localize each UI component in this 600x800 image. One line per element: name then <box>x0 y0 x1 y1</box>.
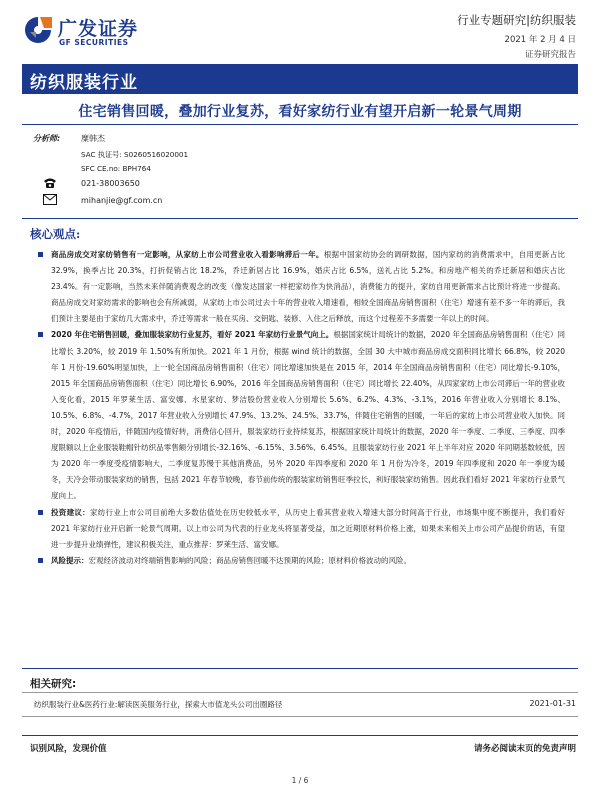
divider <box>22 692 578 693</box>
analyst-block <box>33 133 333 213</box>
analyst-email[interactable]: mihanjie@gf.com.cn <box>81 196 163 205</box>
list-item <box>35 247 565 327</box>
core-views-heading: 核心观点: <box>30 227 81 241</box>
footer-slogan: 识别风险，发现价值 <box>30 744 107 754</box>
divider <box>22 124 578 125</box>
point-text: 宏观经济波动对终端销售影响的风险；商品房销售回暖不达预期的风险；原材料价格波动的风险。 <box>88 555 411 565</box>
report-date: 2021 年 2 月 4 日 <box>504 35 576 45</box>
report-category: 行业专题研究|纺织服装 <box>457 13 576 27</box>
point-lead: 商品房成交对家纺销售有一定影响，从家纺上市公司营业收入看影响滞后一年。 <box>51 250 324 259</box>
analyst-name: 糜韩杰 <box>81 134 105 143</box>
page-number: 1 / 6 <box>291 776 309 785</box>
core-views <box>35 247 565 569</box>
point-lead: 2020 年住宅销售回暖，叠加服装家纺行业复苏，看好 2021 年家纺行业景气向上。 <box>51 330 334 340</box>
point-text: 家纺行业上市公司目前绝大多数估值处在历史较低水平，从历史上看其营业收入增速大部分时间高于行业，市场集中度不断提升，我们看好 2021 年家纺行业开启新一轮景气周期。以上市公司为代表的行业龙头将显著受益，加之近期原材料价格上涨，如果未来相关上市公司产品提价的话，有望进一步提升业绩弹性，建议积极关注，重点推荐：罗莱生活、富安娜。 <box>51 507 566 549</box>
point-text: 根据国家统计局统计的数据，2020 年全国商品房销售面积（住宅）同比增长 3.20%，较 2019 年 1.50%有所加快。2021 年 1 月份，根据 wind 统计的数据，全国 30 大中城市商品房成交面积同比增长 66.8%，较 2020 年 1 月份-19.60%明显加快，上一轮全国商品房销售面积（住宅）同比增速加快是在 2015 年，2014 年全国商品房销售面积（住宅）同比增长-9.10%，2015 年全国商品房销售面积（住宅）同比增长 6.90%，2016 年全国商品房销售面积（住宅）同比增长 22.40%，从四家家纺上市公司滞后一年的营业收入变化看，2015 年罗莱生活、富安娜、水星家纺、梦洁股份营业收入分别增长 5.6%、6.2%、4.3%、-3.1%，2016 年营业收入分别增长 8.1%、10.5%、6.8%、-4.7%，2017 年营业收入分别增长 47.9%、13.2%、24.5%、33.7%，伴随住宅销售的回暖，一年后的家纺上市公司营业收入加快。同时，2020 年疫情后，伴随国内疫情好转，消费信心回升，服装家纺行业持续复苏，根据国家统计局统计的数据，2020 年一季度、二季度、三季度、四季度限额以上企业服装鞋帽针纺织品零售额分别增长-32.16%、-6.15%、3.56%、6.45%。且服装家纺行业 2021 年上半年对应 2020 年同期基数较低，因为 2020 年一季度受疫情影响大，二季度复苏慢于其他消费品，另外 2020 年四季度和 2020 年 1 月份为冷冬，2019 年四季度和 2020 年一季度为暖冬，天冷会带动服装家纺的销售，包括 2021 年春节较晚，春节前传统的服装家纺销售旺季拉长，利好服装家纺销售。因此我们看好 2021 年家纺行业景气度向上。 <box>51 330 565 501</box>
gf-logo-icon <box>22 14 54 46</box>
logo-text-cn: 广发证券 <box>58 18 139 40</box>
page-header <box>0 0 600 62</box>
company-logo <box>22 14 152 48</box>
industry-title: 纺织服装行业 <box>30 73 138 93</box>
logo-text-en: GF SECURITIES <box>59 38 129 47</box>
header-meta <box>457 12 576 60</box>
related-research-date: 2021-01-31 <box>529 699 576 708</box>
phone-icon <box>43 177 57 189</box>
related-research-link[interactable]: 纺织服装行业&医药行业:解读医美服务行业，探索大市值龙头公司出圈路径 <box>34 700 283 709</box>
report-subtitle: 住宅销售回暖，叠加行业复苏，看好家纺行业有望开启新一轮景气周期 <box>78 104 522 120</box>
divider <box>22 668 578 669</box>
point-lead: 风险提示： <box>51 555 89 565</box>
divider <box>22 218 578 219</box>
analyst-sac: SAC 执证号: S0260516020001 <box>81 150 189 159</box>
analyst-sfc: SFC CE.no: BPH764 <box>81 164 151 173</box>
footer-disclaimer-note: 请务必阅读末页的免责声明 <box>473 744 576 754</box>
report-type: 证券研究报告 <box>524 50 576 60</box>
point-lead: 投资建议： <box>51 507 90 517</box>
point-text: 根据中国家纺协会的调研数据，国内家纺的消费需求中，自用更新占比 32.9%，换季占比 20.3%，打折促销占比 18.2%，乔迁新居占比 16.9%，婚庆占比 6.5%，送礼占比 5.2%。和房地产相关的乔迁新居和婚庆占比 23.4%。有一定影响，当然未来伴随消费观念的改变（像发达国家一样把家纺作为快消品），消费能力的提升，家纺自用更新需求占比预计将进一步提高。商品房成交对家纺需求的影响也会有所减弱，从家纺上市公司过去十年的营业收入增速看，相较全国商品房销售面积（住宅）增速有差不多一年的滞后，我们预计主要是由于家纺几大需求中，乔迁等需求一般在买房、交钥匙、装修、入住之后释放，而这个过程差不多需要一年以上的时间。 <box>51 250 566 324</box>
related-research-heading: 相关研究: <box>30 678 77 690</box>
list-item <box>35 327 565 504</box>
email-icon <box>43 194 57 205</box>
analyst-label: 分析师: <box>33 134 61 143</box>
list-item <box>35 505 565 553</box>
analyst-phone: 021-38003650 <box>81 179 140 188</box>
list-item <box>35 553 565 569</box>
industry-banner <box>22 64 578 94</box>
footer-divider <box>22 735 578 736</box>
divider <box>22 716 578 717</box>
